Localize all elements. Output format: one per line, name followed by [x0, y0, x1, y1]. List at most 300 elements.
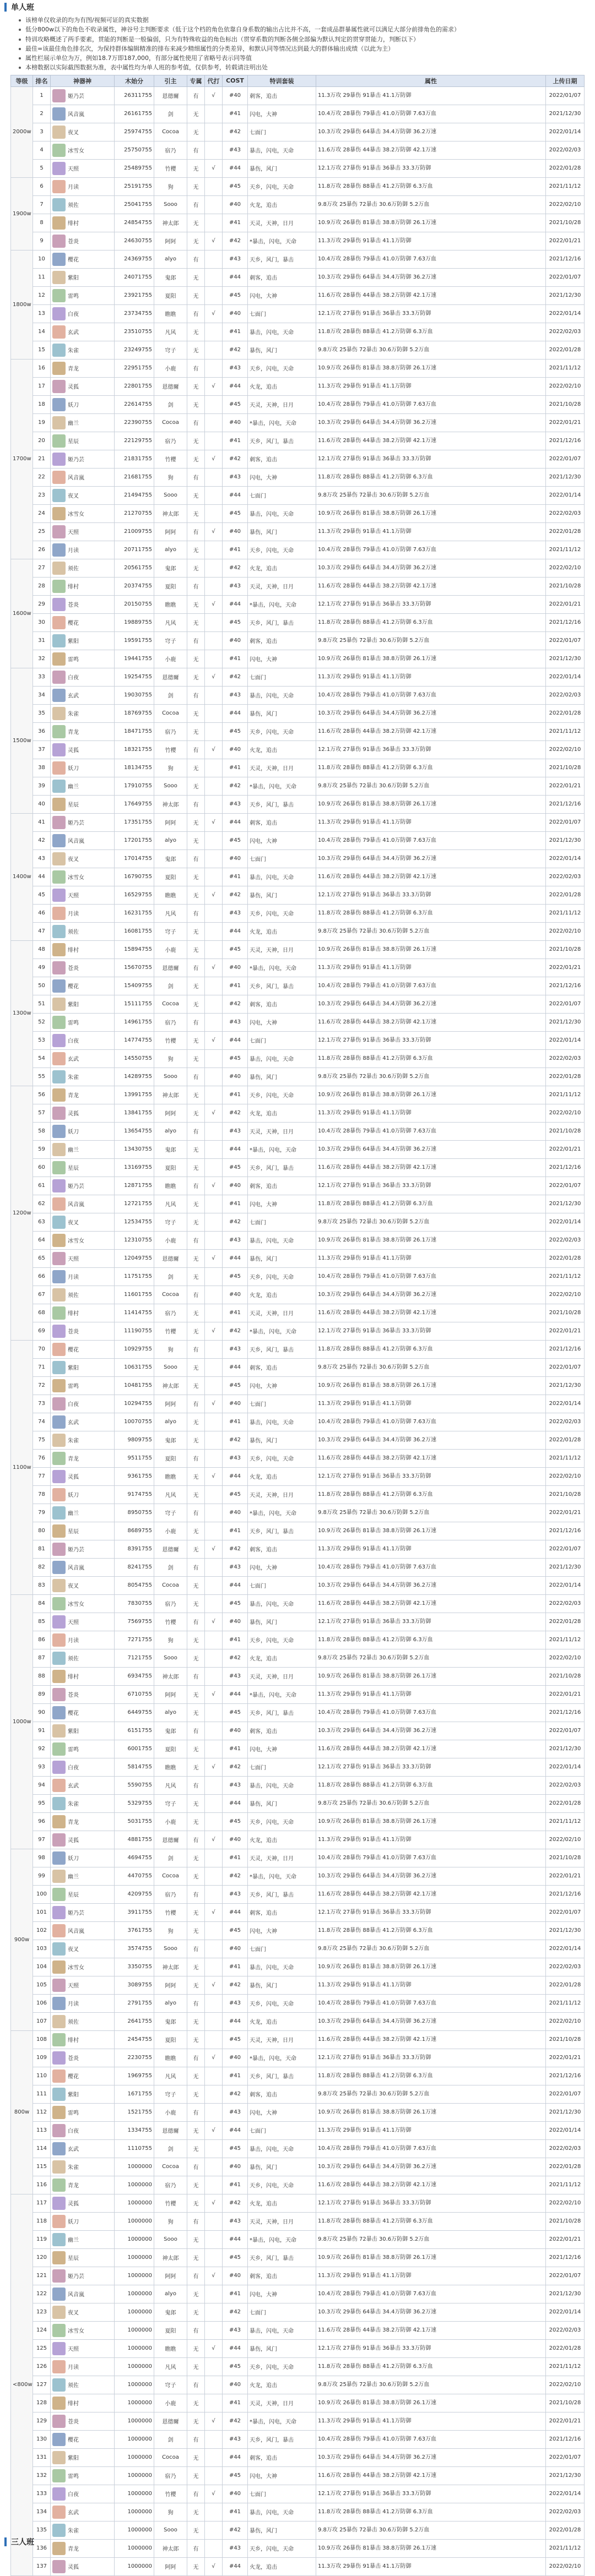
table-row[interactable] — [11, 2103, 585, 2121]
character-name[interactable]: 樱花 — [68, 620, 79, 627]
table-row[interactable] — [11, 1703, 585, 1722]
table-row[interactable] — [11, 1994, 585, 2012]
table-row[interactable] — [11, 1576, 585, 1594]
character-name[interactable]: 雷鸣 — [68, 1384, 79, 1390]
character-name[interactable]: 天照 — [68, 166, 79, 173]
character-name[interactable]: 天照 — [68, 1620, 79, 1626]
character-name[interactable]: 雷鸣 — [68, 657, 79, 663]
character-name[interactable]: 灵狐 — [68, 1838, 79, 1844]
character-name[interactable]: 月读 — [68, 911, 79, 918]
table-row[interactable] — [11, 849, 585, 868]
table-row[interactable] — [11, 777, 585, 795]
character-name[interactable]: 星辰 — [68, 1529, 79, 1535]
character-name[interactable]: 绯村 — [68, 584, 79, 591]
character-name[interactable]: 妖刀 — [68, 402, 79, 409]
character-name[interactable]: 紫阳 — [68, 2092, 79, 2099]
character-cell — [51, 468, 115, 486]
character-name[interactable]: 樱花 — [68, 1711, 79, 1717]
table-row[interactable] — [11, 1013, 585, 1031]
character-name[interactable]: 朱雀 — [68, 711, 79, 718]
upload-date: 2022/01/21 — [546, 1140, 585, 1158]
character-name[interactable]: 白夜 — [68, 1402, 79, 1408]
character-name[interactable]: 夜叉 — [68, 1583, 79, 1590]
table-row[interactable] — [11, 2503, 585, 2521]
character-name[interactable]: 姬乃芸 — [68, 1547, 84, 1554]
table-row[interactable] — [11, 1885, 585, 1903]
table-row[interactable] — [11, 1504, 585, 1522]
character-name[interactable]: 绯村 — [68, 2038, 79, 2044]
table-row[interactable] — [11, 2303, 585, 2321]
table-row[interactable] — [11, 341, 585, 359]
table-row[interactable] — [11, 105, 585, 123]
table-row[interactable] — [11, 2267, 585, 2285]
character-name[interactable]: 灵狐 — [68, 1111, 79, 1118]
character-name[interactable]: 夜叉 — [68, 493, 79, 500]
table-row[interactable] — [11, 1413, 585, 1431]
table-row[interactable] — [11, 1776, 585, 1794]
table-row[interactable] — [11, 323, 585, 341]
character-name[interactable]: 夜叉 — [68, 1220, 79, 1227]
table-row[interactable] — [11, 2521, 585, 2539]
table-row[interactable] — [11, 1722, 585, 1740]
table-row[interactable] — [11, 2285, 585, 2303]
table-row[interactable] — [11, 686, 585, 704]
character-name[interactable]: 青龙 — [68, 366, 79, 373]
table-row[interactable] — [11, 1395, 585, 1413]
table-row[interactable] — [11, 704, 585, 722]
exclusive-flag: 有 — [187, 304, 205, 323]
column-header[interactable]: 代打 — [205, 75, 223, 86]
table-row[interactable] — [11, 1631, 585, 1649]
table-row[interactable] — [11, 377, 585, 395]
character-name[interactable]: 冰雪女 — [68, 1238, 84, 1245]
table-row[interactable] — [11, 1594, 585, 1613]
character-name[interactable]: 风音嵐 — [68, 112, 84, 118]
table-row[interactable] — [11, 2557, 585, 2575]
character-name[interactable]: 星辰 — [68, 439, 79, 445]
character-name[interactable]: 姬乃芸 — [68, 1910, 84, 1917]
table-row[interactable] — [11, 1522, 585, 1540]
table-row[interactable] — [11, 1195, 585, 1213]
character-name[interactable]: 天照 — [68, 530, 79, 536]
table-row[interactable] — [11, 1104, 585, 1122]
table-row[interactable] — [11, 559, 585, 577]
character-name[interactable]: 冰雪女 — [68, 1965, 84, 1972]
character-name[interactable]: 幽兰 — [68, 1147, 79, 1154]
character-name[interactable]: 灵狐 — [68, 2564, 79, 2571]
table-row[interactable] — [11, 886, 585, 904]
owner-name: 狗 — [154, 759, 187, 777]
character-name[interactable]: 紫阳 — [68, 275, 79, 282]
character-name[interactable]: 紫阳 — [68, 1365, 79, 1372]
table-row[interactable] — [11, 1322, 585, 1340]
character-name[interactable]: 紫阳 — [68, 1002, 79, 1009]
column-header[interactable]: 特训套装 — [248, 75, 316, 86]
table-row[interactable] — [11, 650, 585, 668]
table-row[interactable] — [11, 2194, 585, 2212]
character-name[interactable]: 雷鸣 — [68, 2474, 79, 2480]
column-header[interactable]: 排名 — [33, 75, 51, 86]
column-header[interactable]: 木始分 — [115, 75, 154, 86]
character-name[interactable]: 玄武 — [68, 2147, 79, 2153]
character-name[interactable]: 夜叉 — [68, 2310, 79, 2317]
table-row[interactable] — [11, 1358, 585, 1376]
table-row[interactable] — [11, 159, 585, 177]
table-row[interactable] — [11, 904, 585, 922]
character-name[interactable]: 雷鸣 — [68, 293, 79, 300]
character-name[interactable]: 星辰 — [68, 2256, 79, 2262]
character-name[interactable]: 夜叉 — [68, 1947, 79, 1953]
character-name[interactable]: 白夜 — [68, 312, 79, 318]
character-name[interactable]: 灵狐 — [68, 1474, 79, 1481]
table-row[interactable] — [11, 1940, 585, 1958]
table-row[interactable] — [11, 1049, 585, 1068]
table-row[interactable] — [11, 214, 585, 232]
attribute-value: 9.8万攻 25暴伤 72暴击 30.6万防御 5.2万血 — [316, 1213, 546, 1231]
character-name[interactable]: 青龙 — [68, 1456, 79, 1463]
table-row[interactable] — [11, 2230, 585, 2248]
character-name[interactable]: 月读 — [68, 548, 79, 554]
table-row[interactable] — [11, 1376, 585, 1395]
table-row[interactable] — [11, 1667, 585, 1685]
table-row[interactable] — [11, 1286, 585, 1304]
character-name[interactable]: 幽兰 — [68, 784, 79, 791]
table-row[interactable] — [11, 2030, 585, 2049]
table-row[interactable] — [11, 1213, 585, 1231]
avatar — [52, 1906, 66, 1919]
character-name[interactable]: 苍炎 — [68, 602, 79, 609]
character-name[interactable]: 妖刀 — [68, 766, 79, 772]
character-name[interactable]: 白夜 — [68, 675, 79, 682]
table-row[interactable] — [11, 1540, 585, 1558]
proxy-flag — [205, 1958, 223, 1976]
table-row[interactable] — [11, 432, 585, 450]
cost-value: #43 — [223, 1449, 248, 1467]
character-name[interactable]: 朱雀 — [68, 1801, 79, 1808]
character-name[interactable]: 夜叉 — [68, 130, 79, 137]
table-row[interactable] — [11, 2376, 585, 2394]
table-row[interactable] — [11, 2049, 585, 2067]
character-name[interactable]: 风音嵐 — [68, 475, 84, 482]
table-row[interactable] — [11, 2176, 585, 2194]
character-name[interactable]: 妖刀 — [68, 1129, 79, 1136]
table-row[interactable] — [11, 2339, 585, 2357]
character-name[interactable]: 月读 — [68, 184, 79, 191]
table-row[interactable] — [11, 2485, 585, 2503]
table-row[interactable] — [11, 1812, 585, 1831]
character-name[interactable]: 樱花 — [68, 1347, 79, 1354]
table-row[interactable] — [11, 359, 585, 377]
table-row[interactable] — [11, 141, 585, 159]
table-row[interactable] — [11, 2012, 585, 2030]
character-name[interactable]: 风音嵐 — [68, 1202, 84, 1208]
character-name[interactable]: 月读 — [68, 1275, 79, 1281]
character-name[interactable]: 灵狐 — [68, 748, 79, 754]
character-name[interactable]: 玄武 — [68, 2510, 79, 2517]
table-row[interactable] — [11, 286, 585, 304]
table-row[interactable] — [11, 868, 585, 886]
table-row[interactable] — [11, 1249, 585, 1267]
table-row[interactable] — [11, 522, 585, 541]
table-row[interactable] — [11, 250, 585, 268]
column-header[interactable]: 等级 — [11, 75, 33, 86]
character-name[interactable]: 白夜 — [68, 1038, 79, 1045]
character-name[interactable]: 朱雀 — [68, 2528, 79, 2535]
table-row[interactable] — [11, 2466, 585, 2485]
character-name[interactable]: 幽兰 — [68, 1511, 79, 1517]
table-row[interactable] — [11, 1685, 585, 1703]
table-row[interactable] — [11, 2430, 585, 2448]
exclusive-flag: 无 — [187, 2067, 205, 2085]
table-row[interactable] — [11, 2212, 585, 2230]
table-row[interactable] — [11, 1921, 585, 1940]
table-row[interactable] — [11, 1831, 585, 1849]
table-row[interactable] — [11, 1467, 585, 1485]
character-name[interactable]: 紫阳 — [68, 2455, 79, 2462]
character-name[interactable]: 星辰 — [68, 802, 79, 809]
table-row[interactable] — [11, 1158, 585, 1177]
character-name[interactable]: 姬乃芸 — [68, 1184, 84, 1190]
column-header[interactable]: 引主 — [154, 75, 187, 86]
character-name[interactable]: 姬乃芸 — [68, 2274, 84, 2280]
table-row[interactable] — [11, 1177, 585, 1195]
table-row[interactable] — [11, 668, 585, 686]
table-row[interactable] — [11, 1340, 585, 1358]
table-row[interactable] — [11, 177, 585, 195]
table-row[interactable] — [11, 1122, 585, 1140]
table-row[interactable] — [11, 1267, 585, 1286]
character-name[interactable]: 青龙 — [68, 2183, 79, 2190]
table-row[interactable] — [11, 922, 585, 940]
table-row[interactable] — [11, 1068, 585, 1086]
character-name[interactable]: 白夜 — [68, 1765, 79, 1772]
character-name[interactable]: 绯村 — [68, 947, 79, 954]
character-name[interactable]: 天照 — [68, 1983, 79, 1990]
table-row[interactable] — [11, 1086, 585, 1104]
table-row[interactable] — [11, 123, 585, 141]
table-row[interactable] — [11, 2448, 585, 2466]
table-row[interactable] — [11, 1449, 585, 1467]
character-name[interactable]: 姬乃芸 — [68, 457, 84, 464]
column-header[interactable]: 上传日期 — [546, 75, 585, 86]
character-name[interactable]: 星辰 — [68, 1166, 79, 1172]
character-name[interactable]: 樱花 — [68, 984, 79, 990]
character-name[interactable]: 绯村 — [68, 1311, 79, 1317]
table-row[interactable] — [11, 1958, 585, 1976]
character-name[interactable]: 青龙 — [68, 729, 79, 736]
character-name[interactable]: 冰雪女 — [68, 2328, 84, 2335]
table-row[interactable] — [11, 504, 585, 522]
character-name[interactable]: 玄武 — [68, 1783, 79, 1790]
character-name[interactable]: 冰雪女 — [68, 148, 84, 155]
character-name[interactable]: 绯村 — [68, 2401, 79, 2408]
character-name[interactable]: 月读 — [68, 1638, 79, 1644]
table-row[interactable] — [11, 722, 585, 740]
character-name[interactable]: 雷鸣 — [68, 1020, 79, 1027]
table-row[interactable] — [11, 2085, 585, 2103]
table-row[interactable] — [11, 1849, 585, 1867]
table-row[interactable] — [11, 813, 585, 831]
character-name[interactable]: 月读 — [68, 2365, 79, 2371]
table-row[interactable] — [11, 2121, 585, 2139]
table-row[interactable] — [11, 977, 585, 995]
exclusive-flag: 无 — [187, 1576, 205, 1594]
column-header[interactable]: COST — [223, 75, 248, 86]
character-name[interactable]: 樱花 — [68, 2074, 79, 2081]
table-row[interactable] — [11, 2321, 585, 2339]
character-name[interactable]: 天照 — [68, 893, 79, 900]
table-row[interactable] — [11, 195, 585, 214]
table-row[interactable] — [11, 1558, 585, 1576]
table-row[interactable] — [11, 940, 585, 958]
character-name[interactable]: 妖刀 — [68, 2219, 79, 2226]
table-row[interactable] — [11, 1031, 585, 1049]
table-row[interactable] — [11, 395, 585, 413]
table-row[interactable] — [11, 740, 585, 759]
score-value: 2230755 — [115, 2049, 154, 2067]
table-row[interactable] — [11, 831, 585, 849]
table-row[interactable] — [11, 2067, 585, 2085]
character-name[interactable]: 青龙 — [68, 2546, 79, 2553]
character-name[interactable]: 幽兰 — [68, 1874, 79, 1881]
table-row[interactable] — [11, 2539, 585, 2557]
character-name[interactable]: 樱花 — [68, 2437, 79, 2444]
character-name[interactable]: 玄武 — [68, 1420, 79, 1426]
table-row[interactable] — [11, 232, 585, 250]
character-name[interactable]: 雷鸣 — [68, 2110, 79, 2117]
character-name[interactable]: 须佐 — [68, 2383, 79, 2389]
character-name[interactable]: 须佐 — [68, 203, 79, 209]
character-name[interactable]: 樱花 — [68, 257, 79, 264]
table-row[interactable] — [11, 1794, 585, 1812]
column-header[interactable]: 神器神 — [51, 75, 115, 86]
character-name[interactable]: 冰雪女 — [68, 511, 84, 518]
table-row[interactable] — [11, 1485, 585, 1504]
character-name[interactable]: 青龙 — [68, 1093, 79, 1099]
character-name[interactable]: 月读 — [68, 2001, 79, 2008]
character-name[interactable]: 绯村 — [68, 221, 79, 227]
table-row[interactable] — [11, 1903, 585, 1921]
character-name[interactable]: 玄武 — [68, 1056, 79, 1063]
character-name[interactable]: 紫阳 — [68, 1729, 79, 1735]
character-name[interactable]: 夜叉 — [68, 857, 79, 863]
character-name[interactable]: 妖刀 — [68, 1856, 79, 1862]
table-row[interactable] — [11, 1231, 585, 1249]
character-name[interactable]: 朱雀 — [68, 1438, 79, 1445]
character-name[interactable]: 姬乃芸 — [68, 820, 84, 827]
character-name[interactable]: 苍炎 — [68, 1692, 79, 1699]
character-name[interactable]: 天照 — [68, 1256, 79, 1263]
upload-date: 2021/10/28 — [546, 1849, 585, 1867]
table-row[interactable] — [11, 995, 585, 1013]
table-row[interactable] — [11, 1649, 585, 1667]
table-row[interactable] — [11, 2139, 585, 2158]
character-name[interactable]: 幽兰 — [68, 2237, 79, 2244]
table-row[interactable] — [11, 577, 585, 595]
character-name[interactable]: 朱雀 — [68, 1075, 79, 1081]
character-name[interactable]: 须佐 — [68, 1293, 79, 1299]
character-name[interactable]: 苍炎 — [68, 2419, 79, 2426]
table-row[interactable] — [11, 958, 585, 977]
character-name[interactable]: 冰雪女 — [68, 875, 84, 881]
column-header[interactable]: 专属 — [187, 75, 205, 86]
character-name[interactable]: 风音嵐 — [68, 1929, 84, 1935]
character-name[interactable]: 绯村 — [68, 1674, 79, 1681]
character-name[interactable]: 天照 — [68, 2346, 79, 2353]
character-name[interactable]: 白夜 — [68, 2128, 79, 2135]
character-name[interactable]: 须佐 — [68, 2019, 79, 2026]
character-name[interactable]: 星辰 — [68, 1892, 79, 1899]
character-name[interactable]: 灵狐 — [68, 384, 79, 391]
table-row[interactable] — [11, 1304, 585, 1322]
character-name[interactable]: 须佐 — [68, 929, 79, 936]
character-name[interactable]: 须佐 — [68, 1656, 79, 1663]
table-row[interactable] — [11, 595, 585, 613]
character-name[interactable]: 白夜 — [68, 2492, 79, 2498]
table-row[interactable] — [11, 468, 585, 486]
character-name[interactable]: 冰雪女 — [68, 1602, 84, 1608]
character-name[interactable]: 姬乃芸 — [68, 94, 84, 100]
character-name[interactable]: 雷鸣 — [68, 1747, 79, 1753]
table-row[interactable] — [11, 413, 585, 432]
table-row[interactable] — [11, 1867, 585, 1885]
character-name[interactable]: 玄武 — [68, 330, 79, 336]
table-row[interactable] — [11, 2357, 585, 2376]
character-name[interactable]: 苍炎 — [68, 966, 79, 972]
table-row[interactable] — [11, 304, 585, 323]
character-name[interactable]: 风音嵐 — [68, 838, 84, 845]
character-name[interactable]: 紫阳 — [68, 639, 79, 645]
character-name[interactable]: 风音嵐 — [68, 1565, 84, 1572]
table-row[interactable] — [11, 2394, 585, 2412]
table-row[interactable] — [11, 631, 585, 650]
table-row[interactable] — [11, 1740, 585, 1758]
owner-name: 穹子 — [154, 2085, 187, 2103]
character-name[interactable]: 须佐 — [68, 566, 79, 573]
avatar — [52, 2487, 66, 2501]
table-row[interactable] — [11, 1976, 585, 1994]
character-name[interactable]: 风音嵐 — [68, 2292, 84, 2299]
table-row[interactable] — [11, 486, 585, 504]
character-name[interactable]: 朱雀 — [68, 2165, 79, 2171]
character-name[interactable]: 朱雀 — [68, 348, 79, 355]
character-name[interactable]: 灵狐 — [68, 2201, 79, 2208]
table-row[interactable] — [11, 2158, 585, 2176]
table-row[interactable] — [11, 1140, 585, 1158]
table-row[interactable] — [11, 541, 585, 559]
table-row[interactable] — [11, 2412, 585, 2430]
table-row[interactable] — [11, 2248, 585, 2267]
table-row[interactable] — [11, 86, 585, 105]
table-row[interactable] — [11, 795, 585, 813]
table-row[interactable] — [11, 613, 585, 631]
character-name[interactable]: 妖刀 — [68, 1493, 79, 1499]
table-row[interactable] — [11, 1758, 585, 1776]
character-name[interactable]: 幽兰 — [68, 421, 79, 427]
character-name[interactable]: 青龙 — [68, 1820, 79, 1826]
table-row[interactable] — [11, 268, 585, 286]
table-row[interactable] — [11, 759, 585, 777]
attribute-value: 10.3万攻 29暴伤 64暴击 34.4万防御 36.2万速 — [316, 2012, 546, 2030]
table-row[interactable] — [11, 1431, 585, 1449]
table-row[interactable] — [11, 1613, 585, 1631]
table-row[interactable] — [11, 450, 585, 468]
character-name[interactable]: 玄武 — [68, 693, 79, 700]
column-header[interactable]: 属性 — [316, 75, 546, 86]
character-name[interactable]: 苍炎 — [68, 2056, 79, 2062]
character-name[interactable]: 苍炎 — [68, 239, 79, 246]
character-name[interactable]: 苍炎 — [68, 1329, 79, 1336]
